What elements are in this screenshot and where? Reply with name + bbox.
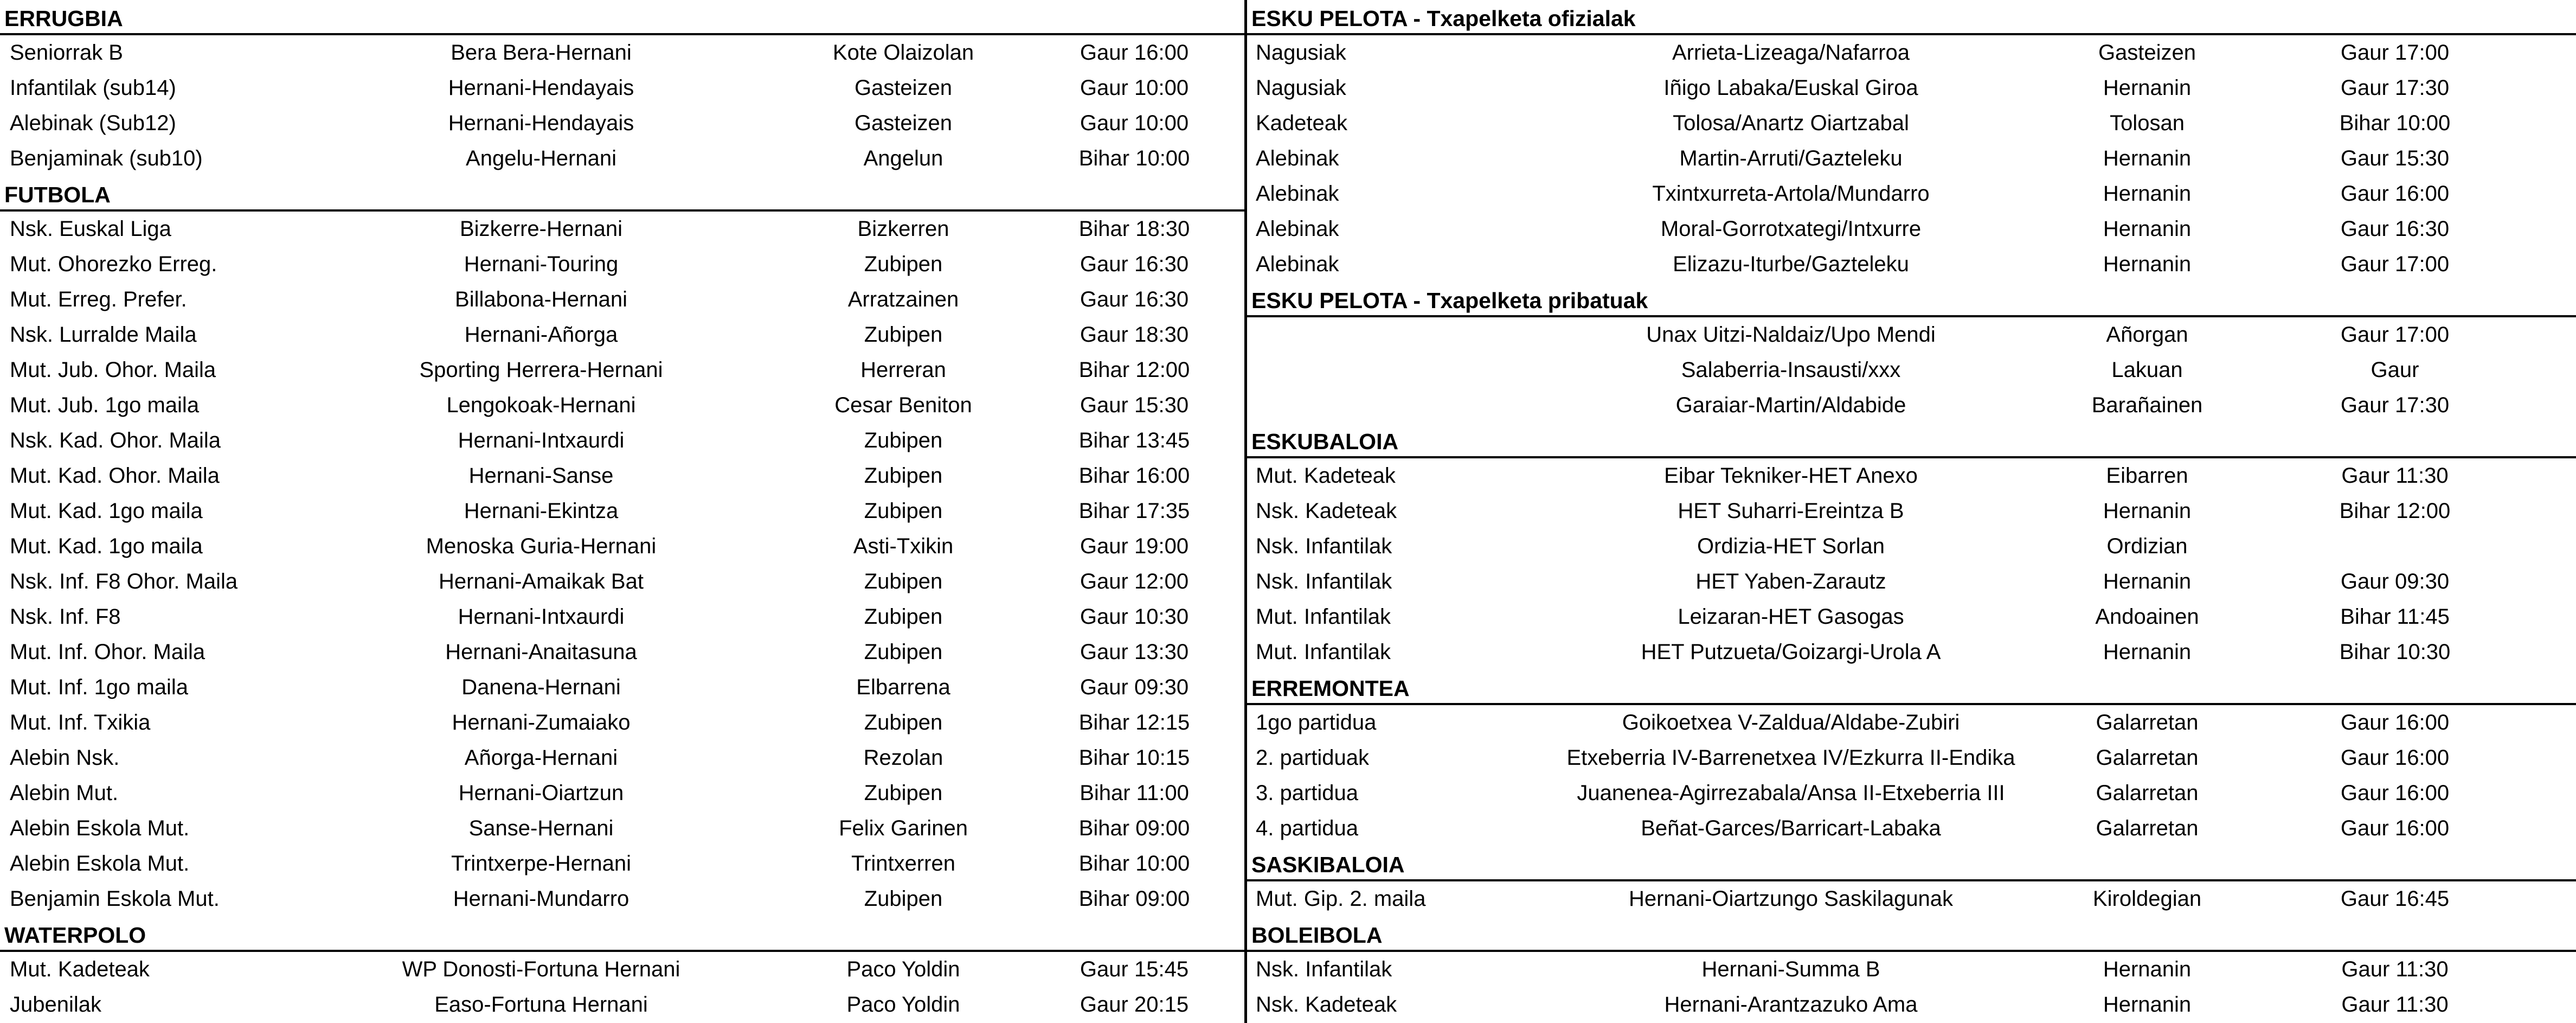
venue-cell: Angelun [863, 146, 943, 170]
schedule-row [0, 423, 1244, 458]
venue-cell: Lakuan [2111, 358, 2183, 382]
category-cell: 1go partidua [1256, 711, 1377, 734]
time-cell: Gaur 16:00 [1080, 41, 1189, 65]
category-cell: Nagusiak [1256, 76, 1346, 100]
venue-cell: Elbarrena [856, 675, 950, 699]
match-cell: Lengokoak-Hernani [446, 393, 636, 417]
venue-cell: Hernanin [2103, 182, 2192, 206]
venue-cell: Gasteizen [854, 76, 953, 100]
venue-cell: Zubipen [864, 781, 943, 805]
time-cell: Bihar 18:30 [1078, 217, 1190, 241]
schedule-row [0, 212, 1244, 247]
section-header-futbola: FUTBOLA [0, 176, 1244, 212]
time-cell: Gaur 12:00 [1080, 570, 1189, 593]
schedule-row [0, 71, 1244, 106]
time-cell: Gaur [2371, 358, 2419, 382]
match-cell: Etxeberria IV-Barrenetxea IV/Ezkurra II-Endika [1566, 746, 2015, 770]
time-cell: Gaur 16:00 [2340, 781, 2450, 805]
schedule-row [1247, 388, 2576, 423]
schedule-row [1247, 881, 2576, 917]
match-cell: Goikoetxea V-Zaldua/Aldabe-Zubiri [1622, 711, 1960, 734]
match-cell: Hernani-Sanse [468, 464, 614, 488]
schedule-row [0, 494, 1244, 529]
schedule-row [0, 353, 1244, 388]
time-cell: Bihar 16:00 [1078, 464, 1190, 488]
category-cell: Nsk. Inf. F8 [10, 605, 121, 629]
time-cell: Gaur 16:30 [1080, 287, 1189, 311]
section-header-waterpolo: WATERPOLO [0, 917, 1244, 952]
schedule-row [0, 599, 1244, 635]
category-cell: Seniorrak B [10, 41, 123, 65]
match-cell: Garaiar-Martin/Aldabide [1675, 393, 1906, 417]
time-cell: Bihar 10:00 [1078, 146, 1190, 170]
category-cell: Nagusiak [1256, 41, 1346, 65]
schedule-row [1247, 529, 2576, 564]
category-cell: Mut. Jub. 1go maila [10, 393, 200, 417]
time-cell: Gaur 17:30 [2340, 76, 2450, 100]
match-cell: Juanenea-Agirrezabala/Ansa II-Etxeberria III [1577, 781, 2005, 805]
schedule-row [0, 987, 1244, 1022]
category-cell: Alebinak [1256, 146, 1339, 170]
category-cell: Mut. Inf. Txikia [10, 711, 151, 734]
category-cell: Kadeteak [1256, 111, 1348, 135]
match-cell: Salaberria-Insausti/xxx [1681, 358, 1901, 382]
category-cell: Alebinak [1256, 182, 1339, 206]
category-cell: Benjaminak (sub10) [10, 146, 203, 170]
category-cell: Mut. Kad. Ohor. Maila [10, 464, 220, 488]
schedule-row [1247, 952, 2576, 987]
time-cell: Gaur 19:00 [1080, 534, 1189, 558]
venue-cell: Felix Garinen [839, 816, 968, 840]
category-cell: Mut. Kadeteak [10, 957, 150, 981]
section-header-esku-pelota-txapelketa-pribatuak: ESKU PELOTA - Txapelketa pribatuak [1247, 282, 2576, 317]
schedule-row [1247, 458, 2576, 494]
schedule-row [0, 776, 1244, 811]
time-cell: Bihar 10:00 [1078, 852, 1190, 875]
left-schedule-column [0, 0, 1244, 1022]
section-header-saskibaloia: SASKIBALOIA [1247, 846, 2576, 881]
time-cell: Gaur 11:30 [2341, 957, 2449, 981]
venue-cell: Zubipen [864, 252, 943, 276]
section-header-esku-pelota-txapelketa-ofizialak: ESKU PELOTA - Txapelketa ofizialak [1247, 0, 2576, 35]
match-cell: Hernani-Hendayais [448, 76, 634, 100]
match-cell: Eibar Tekniker-HET Anexo [1664, 464, 1918, 488]
venue-cell: Andoainen [2095, 605, 2199, 629]
venue-cell: Ordizian [2106, 534, 2188, 558]
time-cell: Gaur 17:00 [2340, 41, 2450, 65]
schedule-row [0, 247, 1244, 282]
category-cell: Nsk. Euskal Liga [10, 217, 171, 241]
category-cell: Nsk. Infantilak [1256, 570, 1392, 593]
venue-cell: Zubipen [864, 323, 943, 347]
match-cell: Hernani-Anaitasuna [445, 640, 637, 664]
match-cell: Hernani-Oiartzun [458, 781, 624, 805]
schedule-row [1247, 494, 2576, 529]
venue-cell: Hernanin [2103, 957, 2192, 981]
schedule-row [1247, 564, 2576, 599]
schedule-row [0, 141, 1244, 176]
category-cell: Mut. Jub. Ohor. Maila [10, 358, 216, 382]
category-cell: Nsk. Kadeteak [1256, 993, 1397, 1016]
match-cell: Sanse-Hernani [468, 816, 614, 840]
time-cell: Bihar 11:00 [1080, 781, 1189, 805]
venue-cell: Hernanin [2103, 146, 2192, 170]
time-cell: Bihar 11:45 [2340, 605, 2450, 629]
match-cell: Angelu-Hernani [466, 146, 616, 170]
category-cell: Nsk. Lurralde Maila [10, 323, 197, 347]
section-header-eskubaloia: ESKUBALOIA [1247, 423, 2576, 458]
venue-cell: Zubipen [864, 570, 943, 593]
match-cell: Iñigo Labaka/Euskal Giroa [1663, 76, 1918, 100]
match-cell: Añorga-Hernani [464, 746, 618, 770]
time-cell: Gaur 15:30 [2340, 146, 2450, 170]
venue-cell: Gasteizen [854, 111, 953, 135]
schedule-row [0, 705, 1244, 740]
category-cell: Alebinak [1256, 252, 1339, 276]
venue-cell: Zubipen [864, 464, 943, 488]
match-cell: Hernani-Summa B [1701, 957, 1880, 981]
time-cell: Gaur 09:30 [1080, 675, 1189, 699]
match-cell: Danena-Hernani [461, 675, 621, 699]
venue-cell: Hernanin [2103, 993, 2192, 1016]
schedule-row [1247, 705, 2576, 740]
category-cell: Nsk. Inf. F8 Ohor. Maila [10, 570, 238, 593]
venue-cell: Paco Yoldin [846, 957, 960, 981]
category-cell: Alebinak [1256, 217, 1339, 241]
schedule-row [0, 952, 1244, 987]
venue-cell: Galarretan [2096, 711, 2199, 734]
match-cell: Hernani-Mundarro [453, 887, 629, 911]
venue-cell: Galarretan [2096, 781, 2199, 805]
schedule-row [0, 282, 1244, 317]
category-cell: Alebin Eskola Mut. [10, 852, 190, 875]
time-cell: Gaur 16:45 [2340, 887, 2450, 911]
category-cell: Nsk. Kadeteak [1256, 499, 1397, 523]
venue-cell: Hernanin [2103, 640, 2192, 664]
time-cell: Gaur 10:00 [1080, 76, 1189, 100]
venue-cell: Paco Yoldin [846, 993, 960, 1016]
category-cell: Mut. Inf. Ohor. Maila [10, 640, 205, 664]
category-cell: 3. partidua [1256, 781, 1359, 805]
venue-cell: Zubipen [864, 605, 943, 629]
venue-cell: Eibarren [2106, 464, 2188, 488]
venue-cell: Kote Olaizolan [832, 41, 974, 65]
time-cell: Gaur 16:30 [1080, 252, 1189, 276]
category-cell: 2. partiduak [1256, 746, 1370, 770]
venue-cell: Barañainen [2091, 393, 2203, 417]
time-cell: Bihar 10:15 [1078, 746, 1190, 770]
match-cell: Hernani-Hendayais [448, 111, 634, 135]
category-cell: Mut. Kadeteak [1256, 464, 1396, 488]
category-cell: 4. partidua [1256, 816, 1359, 840]
match-cell: Bizkerre-Hernani [459, 217, 623, 241]
time-cell: Gaur 20:15 [1080, 993, 1189, 1016]
time-cell: Gaur 17:30 [2340, 393, 2450, 417]
schedule-row [0, 564, 1244, 599]
schedule-row [1247, 811, 2576, 846]
schedule-row [1247, 141, 2576, 176]
schedule-row [1247, 35, 2576, 71]
venue-cell: Trintxerren [851, 852, 955, 875]
venue-cell: Zubipen [864, 711, 943, 734]
schedule-row [1247, 599, 2576, 635]
match-cell: Hernani-Arantzazuko Ama [1664, 993, 1918, 1016]
time-cell: Bihar 10:30 [2339, 640, 2451, 664]
venue-cell: Galarretan [2096, 816, 2199, 840]
schedule-row [0, 317, 1244, 353]
category-cell: Alebin Mut. [10, 781, 119, 805]
time-cell: Gaur 09:30 [2340, 570, 2450, 593]
match-cell: Leizaran-HET Gasogas [1678, 605, 1904, 629]
venue-cell: Añorgan [2106, 323, 2188, 347]
match-cell: Hernani-Ekintza [464, 499, 619, 523]
schedule-row [1247, 776, 2576, 811]
category-cell: Nsk. Infantilak [1256, 534, 1392, 558]
category-cell: Mut. Kad. 1go maila [10, 534, 203, 558]
schedule-row [1247, 635, 2576, 670]
venue-cell: Hernanin [2103, 252, 2192, 276]
match-cell: Beñat-Garces/Barricart-Labaka [1641, 816, 1941, 840]
category-cell: Mut. Gip. 2. maila [1256, 887, 1426, 911]
match-cell: Billabona-Hernani [455, 287, 627, 311]
match-cell: Trintxerpe-Hernani [451, 852, 631, 875]
match-cell: Ordizia-HET Sorlan [1697, 534, 1885, 558]
category-cell: Nsk. Kad. Ohor. Maila [10, 429, 221, 452]
time-cell: Gaur 13:30 [1080, 640, 1189, 664]
time-cell: Gaur 16:00 [2340, 816, 2450, 840]
venue-cell: Hernanin [2103, 76, 2192, 100]
schedule-row [1247, 317, 2576, 353]
time-cell: Bihar 13:45 [1078, 429, 1190, 452]
time-cell: Gaur 11:30 [2341, 464, 2449, 488]
venue-cell: Rezolan [863, 746, 943, 770]
match-cell: Unax Uitzi-Naldaiz/Upo Mendi [1646, 323, 1936, 347]
section-header-erremontea: ERREMONTEA [1247, 670, 2576, 705]
schedule-row [1247, 353, 2576, 388]
match-cell: Hernani-Oiartzungo Saskilagunak [1628, 887, 1954, 911]
time-cell: Gaur 10:30 [1080, 605, 1189, 629]
time-cell: Bihar 12:00 [1078, 358, 1190, 382]
category-cell: Mut. Inf. 1go maila [10, 675, 189, 699]
time-cell: Gaur 16:00 [2340, 711, 2450, 734]
schedule-row [0, 458, 1244, 494]
schedule-row [0, 529, 1244, 564]
venue-cell: Hernanin [2103, 217, 2192, 241]
schedule-row [0, 670, 1244, 705]
schedule-row [1247, 987, 2576, 1022]
time-cell: Gaur 16:00 [2340, 746, 2450, 770]
schedule-row [1247, 176, 2576, 212]
schedule-row [0, 388, 1244, 423]
match-cell: Txintxurreta-Artola/Mundarro [1652, 182, 1930, 206]
time-cell: Gaur 16:30 [2340, 217, 2450, 241]
venue-cell: Zubipen [864, 429, 943, 452]
venue-cell: Kiroldegian [2092, 887, 2202, 911]
category-cell: Mut. Kad. 1go maila [10, 499, 203, 523]
venue-cell: Asti-Txikin [853, 534, 954, 558]
match-cell: Hernani-Intxaurdi [458, 605, 625, 629]
match-cell: Hernani-Amaikak Bat [439, 570, 644, 593]
category-cell: Alebin Nsk. [10, 746, 120, 770]
venue-cell: Gasteizen [2098, 41, 2196, 65]
time-cell: Gaur 17:00 [2340, 252, 2450, 276]
section-header-boleibola: BOLEIBOLA [1247, 917, 2576, 952]
time-cell: Bihar 12:00 [2339, 499, 2451, 523]
match-cell: Moral-Gorrotxategi/Intxurre [1660, 217, 1922, 241]
match-cell: Easo-Fortuna Hernani [434, 993, 648, 1016]
venue-cell: Bizkerren [857, 217, 949, 241]
time-cell: Gaur 17:00 [2340, 323, 2450, 347]
time-cell: Bihar 10:00 [2339, 111, 2451, 135]
match-cell: Elizazu-Iturbe/Gazteleku [1673, 252, 1909, 276]
schedule-row [0, 635, 1244, 670]
match-cell: Hernani-Touring [464, 252, 619, 276]
venue-cell: Hernanin [2103, 499, 2192, 523]
schedule-row [0, 881, 1244, 917]
category-cell: Mut. Ohorezko Erreg. [10, 252, 217, 276]
venue-cell: Zubipen [864, 499, 943, 523]
category-cell: Nsk. Infantilak [1256, 957, 1392, 981]
match-cell: Bera Bera-Hernani [451, 41, 632, 65]
venue-cell: Tolosan [2110, 111, 2185, 135]
venue-cell: Cesar Beniton [834, 393, 972, 417]
time-cell: Bihar 09:00 [1078, 887, 1190, 911]
time-cell: Gaur 15:30 [1080, 393, 1189, 417]
category-cell: Mut. Infantilak [1256, 640, 1391, 664]
category-cell: Jubenilak [10, 993, 102, 1016]
time-cell: Gaur 16:00 [2340, 182, 2450, 206]
match-cell: HET Yaben-Zarautz [1695, 570, 1886, 593]
time-cell: Bihar 17:35 [1078, 499, 1190, 523]
category-cell: Benjamin Eskola Mut. [10, 887, 220, 911]
venue-cell: Herreran [860, 358, 946, 382]
match-cell: Hernani-Intxaurdi [458, 429, 625, 452]
match-cell: Hernani-Zumaiako [452, 711, 631, 734]
category-cell: Alebin Eskola Mut. [10, 816, 190, 840]
right-schedule-column [1247, 0, 2576, 1022]
venue-cell: Zubipen [864, 640, 943, 664]
schedule-row [1247, 247, 2576, 282]
time-cell: Gaur 11:30 [2341, 993, 2449, 1016]
match-cell: HET Suharri-Ereintza B [1678, 499, 1904, 523]
schedule-row [0, 35, 1244, 71]
schedule-row [0, 740, 1244, 776]
schedule-row [0, 106, 1244, 141]
venue-cell: Arratzainen [847, 287, 959, 311]
match-cell: HET Putzueta/Goizargi-Urola A [1641, 640, 1941, 664]
time-cell: Gaur 15:45 [1080, 957, 1189, 981]
time-cell: Gaur 10:00 [1080, 111, 1189, 135]
match-cell: Arrieta-Lizeaga/Nafarroa [1672, 41, 1910, 65]
section-header-errugbia: ERRUGBIA [0, 0, 1244, 35]
category-cell: Mut. Infantilak [1256, 605, 1391, 629]
schedule-row [0, 811, 1244, 846]
venue-cell: Galarretan [2096, 746, 2199, 770]
schedule-row [0, 846, 1244, 881]
schedule-row [1247, 71, 2576, 106]
venue-cell: Hernanin [2103, 570, 2192, 593]
schedule-row [1247, 740, 2576, 776]
match-cell: Tolosa/Anartz Oiartzabal [1673, 111, 1909, 135]
category-cell: Infantilak (sub14) [10, 76, 176, 100]
category-cell: Alebinak (Sub12) [10, 111, 176, 135]
time-cell: Gaur 18:30 [1080, 323, 1189, 347]
match-cell: Hernani-Añorga [464, 323, 618, 347]
match-cell: WP Donosti-Fortuna Hernani [402, 957, 680, 981]
category-cell: Mut. Erreg. Prefer. [10, 287, 187, 311]
match-cell: Menoska Guria-Hernani [426, 534, 657, 558]
schedule-row [1247, 106, 2576, 141]
match-cell: Martin-Arruti/Gazteleku [1679, 146, 1903, 170]
time-cell: Bihar 09:00 [1078, 816, 1190, 840]
time-cell: Bihar 12:15 [1078, 711, 1190, 734]
venue-cell: Zubipen [864, 887, 943, 911]
match-cell: Sporting Herrera-Hernani [419, 358, 663, 382]
schedule-row [1247, 212, 2576, 247]
